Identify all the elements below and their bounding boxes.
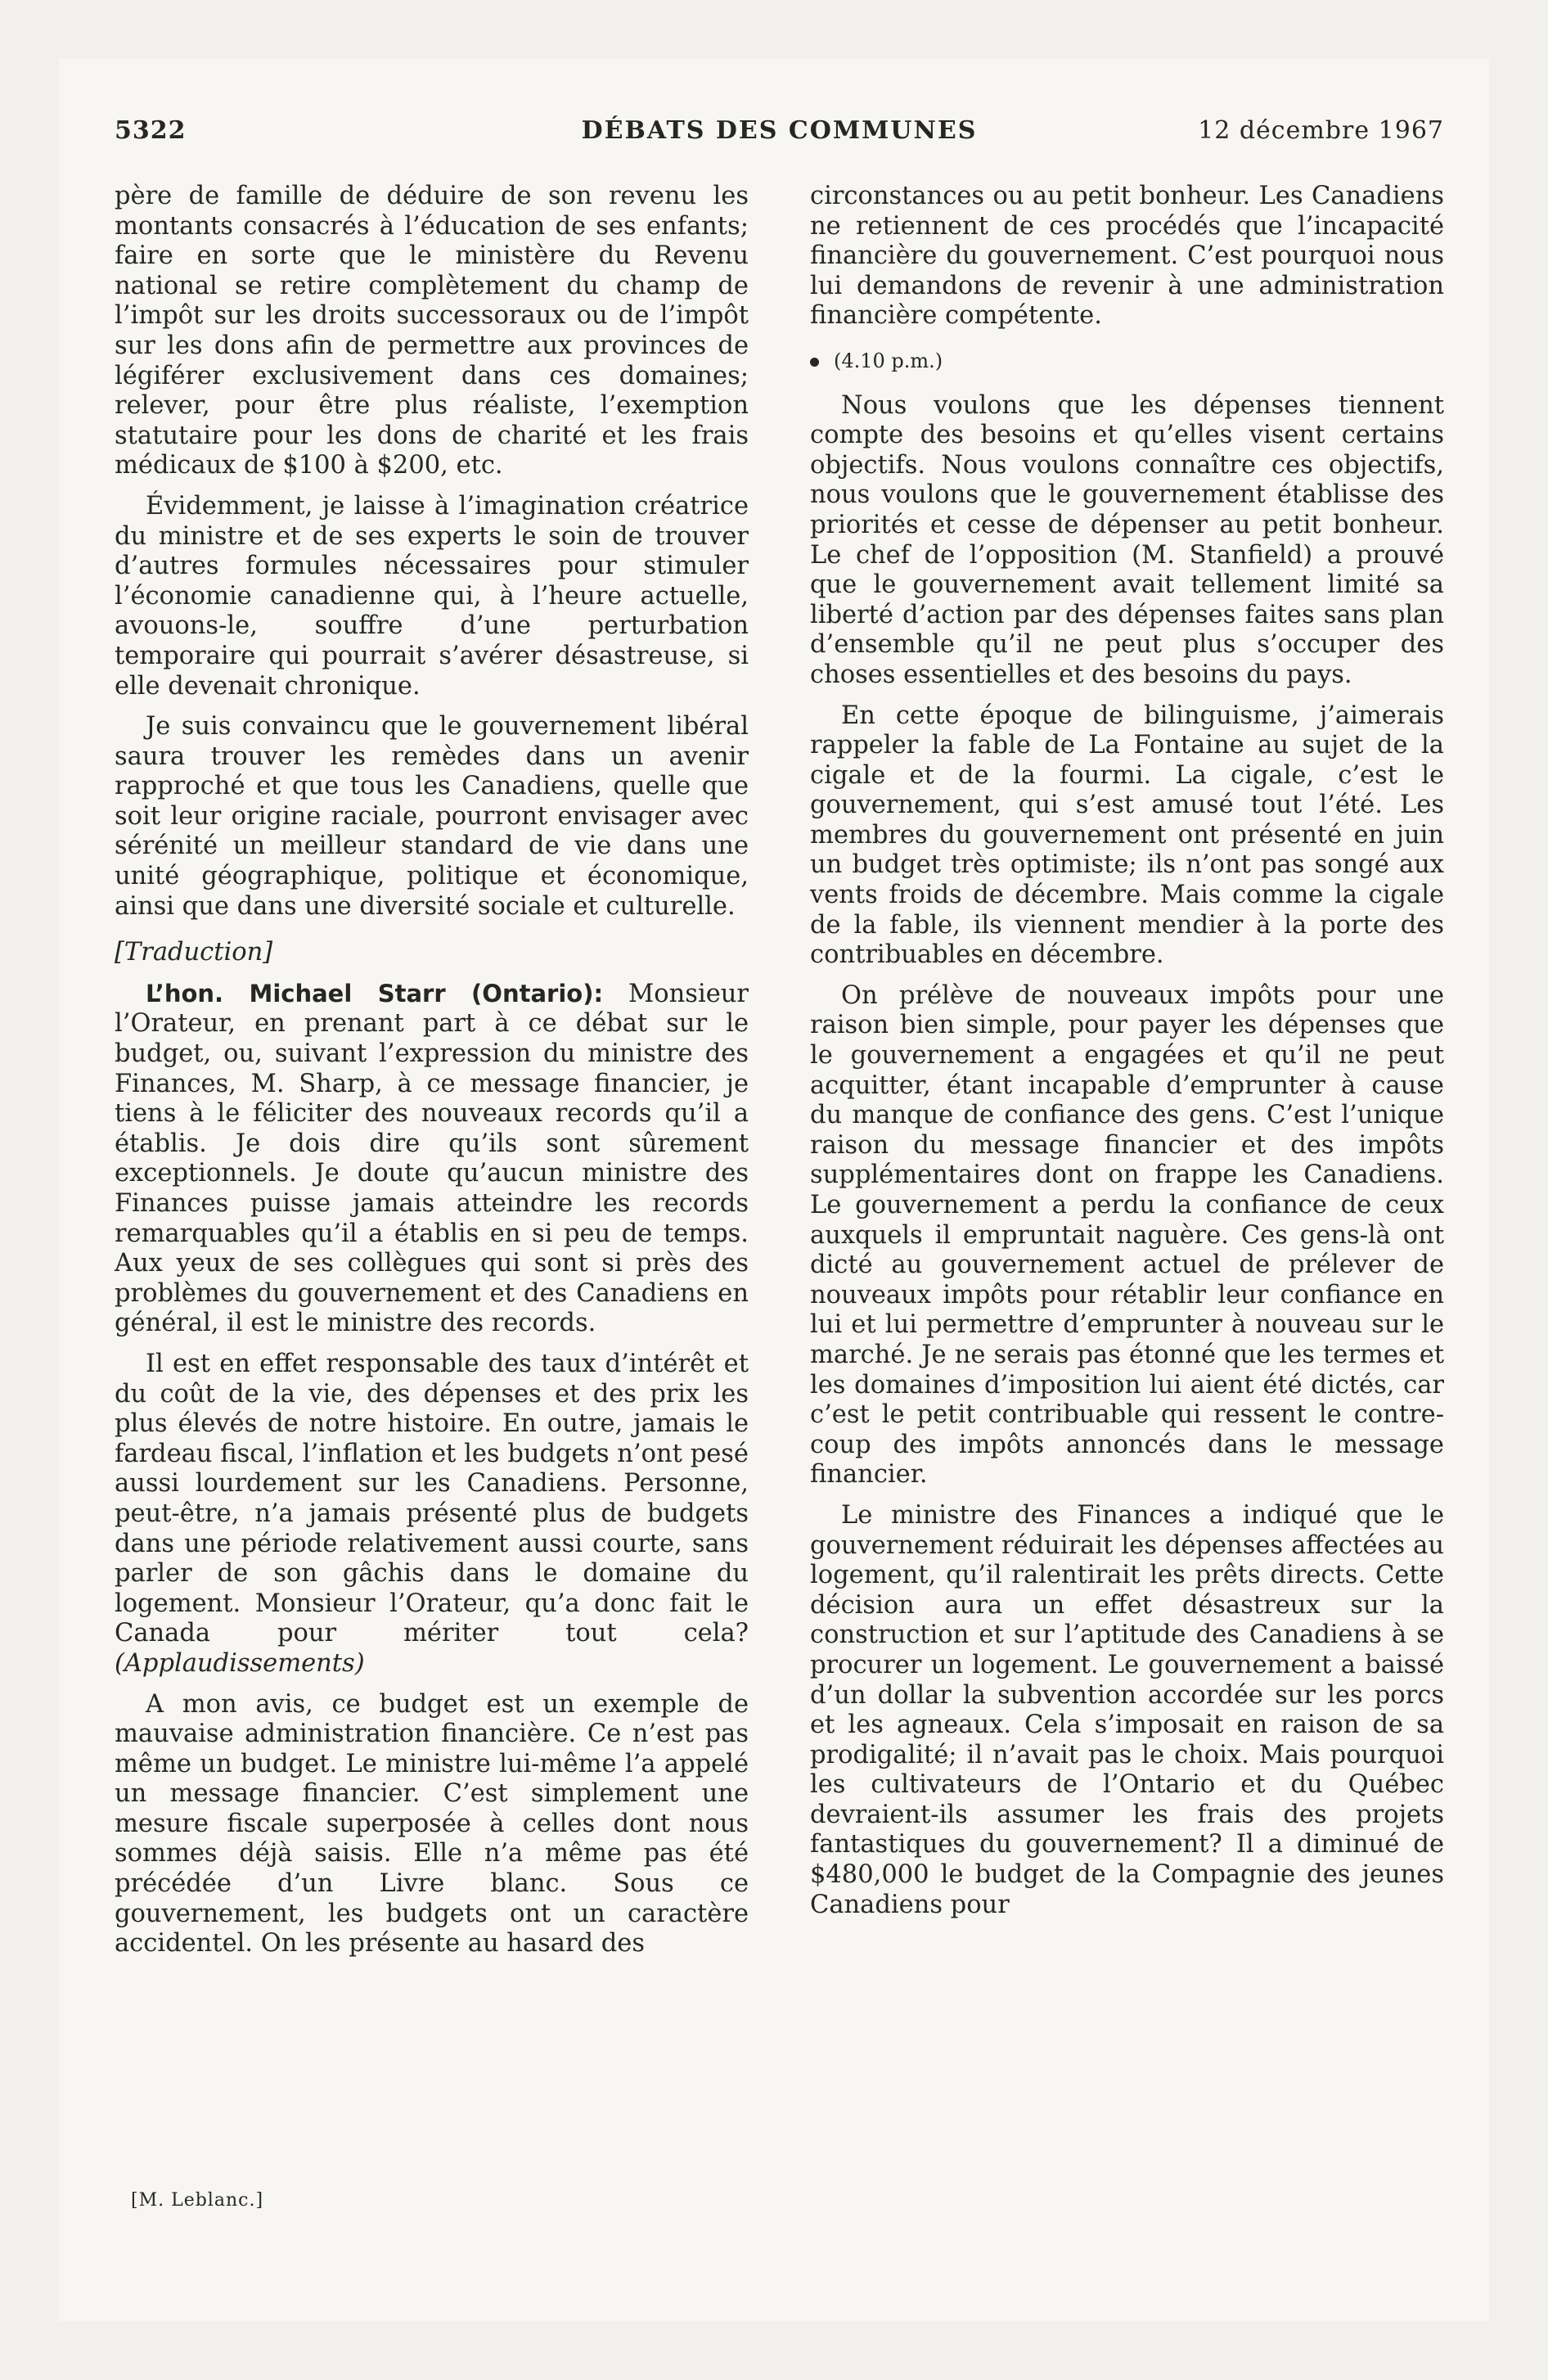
speaker-name: L’hon. Michael Starr (Ontario):	[146, 979, 604, 1007]
page-number: 5322	[115, 116, 187, 145]
paragraph: On prélève de nouveaux impôts pour une raison bien simple, pour payer les dépenses que le gouvernement a engagées et qu’il ne peut acquitter, étant incapable d’emprunter à cause du manque de confiance des gens. C’est l’unique raison du message financier et des impôts supplémentaires dont on frappe les Canadiens. Le gouvernement a perdu la confiance de ceux auxquels il empruntait naguère. Ces gens-là ont dicté au gouvernement actuel de prélever de nouveaux impôts pour rétablir leur confiance en lui et lui permettre d’emprunter à nouveau sur le marché. Je ne serais pas étonné que les termes et les domaines d’imposition lui aient été dictés, car c’est le petit contribuable qui ressent le contre-coup des impôts annoncés dans le message financier.	[810, 980, 1444, 1490]
paragraph	[115, 979, 749, 1339]
right-column	[810, 182, 1444, 1931]
page-header	[115, 116, 1444, 159]
time-text: (4.10 p.m.)	[834, 349, 943, 372]
left-column	[115, 182, 749, 1970]
paragraph: Évidemment, je laisse à l’imagination créatrice du ministre et de ses experts le soin de trouver d’autres formules nécessaires pour stimuler l’économie canadienne qui, à l’heure actuelle, avouons-le, souffre d’une perturbation temporaire qui pourrait s’avérer désastreuse, si elle devenait chronique.	[115, 491, 749, 701]
paragraph: circonstances ou au petit bonheur. Les Canadiens ne retiennent de ces procédés que l’incapacité financière du gouvernement. C’est pourquoi nous lui demandons de revenir à une administration financière compétente.	[810, 182, 1444, 331]
page-date: 12 décembre 1967	[1198, 116, 1444, 145]
paragraph: En cette époque de bilinguisme, j’aimerais rappeler la fable de La Fontaine au sujet de la cigale et de la fourmi. La cigale, c’est le gouvernement, qui s’est amusé tout l’été. Les membres du gouvernement ont présenté en juin un budget très optimiste; ils n’ont pas songé aux vents froids de décembre. Mais comme la cigale de la fable, ils viennent mendier à la porte des contribuables en décembre.	[810, 701, 1444, 970]
footer-note: [M. Leblanc.]	[131, 2190, 264, 2211]
bullet-icon	[810, 358, 819, 367]
translation-marker: [Traduction]	[115, 938, 273, 967]
paragraph	[115, 1350, 749, 1679]
applause-note: (Applaudissements)	[115, 1648, 365, 1678]
paragraph: A mon avis, ce budget est un exemple de mauvaise administration financière. Ce n’est pas même un budget. Le ministre lui-même l’a appelé un message financier. C’est simplement une mesure fiscale superposée à celles dont nous sommes déjà saisis. Elle n’a même pas été précédée d’un Livre blanc. Sous ce gouvernement, les budgets ont un caractère accidentel. On les présente au hasard des	[115, 1689, 749, 1959]
paragraph: Le ministre des Finances a indiqué que le gouvernement réduirait les dépenses affectées au logement, qu’il ralentirait les prêts directs. Cette décision aura un effet désastreux sur la construction et sur l’aptitude des Canadiens à se procurer un logement. Le gouvernement a baissé d’un dollar la subvention accordée sur les porcs et les agneaux. Cela s’imposait en raison de sa prodigalité; il n’avait pas le choix. Mais pourquoi les cultivateurs de l’Ontario et du Québec devraient-ils assumer les frais des projets fantastiques du gouvernement? Il a diminué de $480,000 le budget de la Compagnie des jeunes Canadiens pour	[810, 1500, 1444, 1919]
paragraph-text: Monsieur l’Orateur, en prenant part à ce débat sur le budget, ou, suivant l’expression du ministre des Finances, M. Sharp, à ce message financier, je tiens à le féliciter des nouveaux records qu’il a établis. Je dois dire qu’ils sont sûrement exceptionnels. Je doute qu’aucun ministre des Finances puisse jamais atteindre les records remarquables qu’il a établis en si peu de temps. Aux yeux de ses collègues qui sont si près des problèmes du gouvernement et des Canadiens en général, il est le ministre des records.	[115, 979, 749, 1338]
paragraph: père de famille de déduire de son revenu les montants consacrés à l’éducation de ses enfants; faire en sorte que le ministère du Revenu national se retire complètement du champ de l’impôt sur les droits successoraux ou de l’impôt sur les dons afin de permettre aux provinces de légiférer exclusivement dans ces domaines; relever, pour être plus réaliste, l’exemption statutaire pour les dons de charité et les frais médicaux de $100 à $200, etc.	[115, 182, 749, 480]
paragraph: Nous voulons que les dépenses tiennent compte des besoins et qu’elles visent certains objectifs. Nous voulons connaître ces objectifs, nous voulons que le gouvernement établisse des priorités et cesse de dépenser au petit bonheur. Le chef de l’opposition (M. Stanfield) a prouvé que le gouvernement avait tellement limité sa liberté d’action par des dépenses faites sans plan d’ensemble qu’il ne peut plus s’occuper des choses essentielles et des besoins du pays.	[810, 390, 1444, 689]
time-stamp	[810, 346, 1444, 376]
paragraph-text: Il est en effet responsable des taux d’intérêt et du coût de la vie, des dépenses et des prix les plus élevés de notre histoire. En outre, jamais le fardeau fiscal, l’inflation et les budgets n’ont pesé aussi lourdement sur les Canadiens. Personne, peut-être, n’a jamais présenté plus de budgets dans une période relativement aussi courte, sans parler de son gâchis dans le domaine du logement. Monsieur l’Orateur, qu’a donc fait le Canada pour mériter tout cela?	[115, 1349, 749, 1648]
paragraph: Je suis convaincu que le gouvernement libéral saura trouver les remèdes dans un avenir rapproché et que tous les Canadiens, quelle que soit leur origine raciale, pourront envisager avec sérénité un meilleur standard de vie dans une unité géographique, politique et économique, ainsi que dans une diversité sociale et culturelle.	[115, 712, 749, 921]
page-title: DÉBATS DES COMMUNES	[581, 116, 978, 145]
